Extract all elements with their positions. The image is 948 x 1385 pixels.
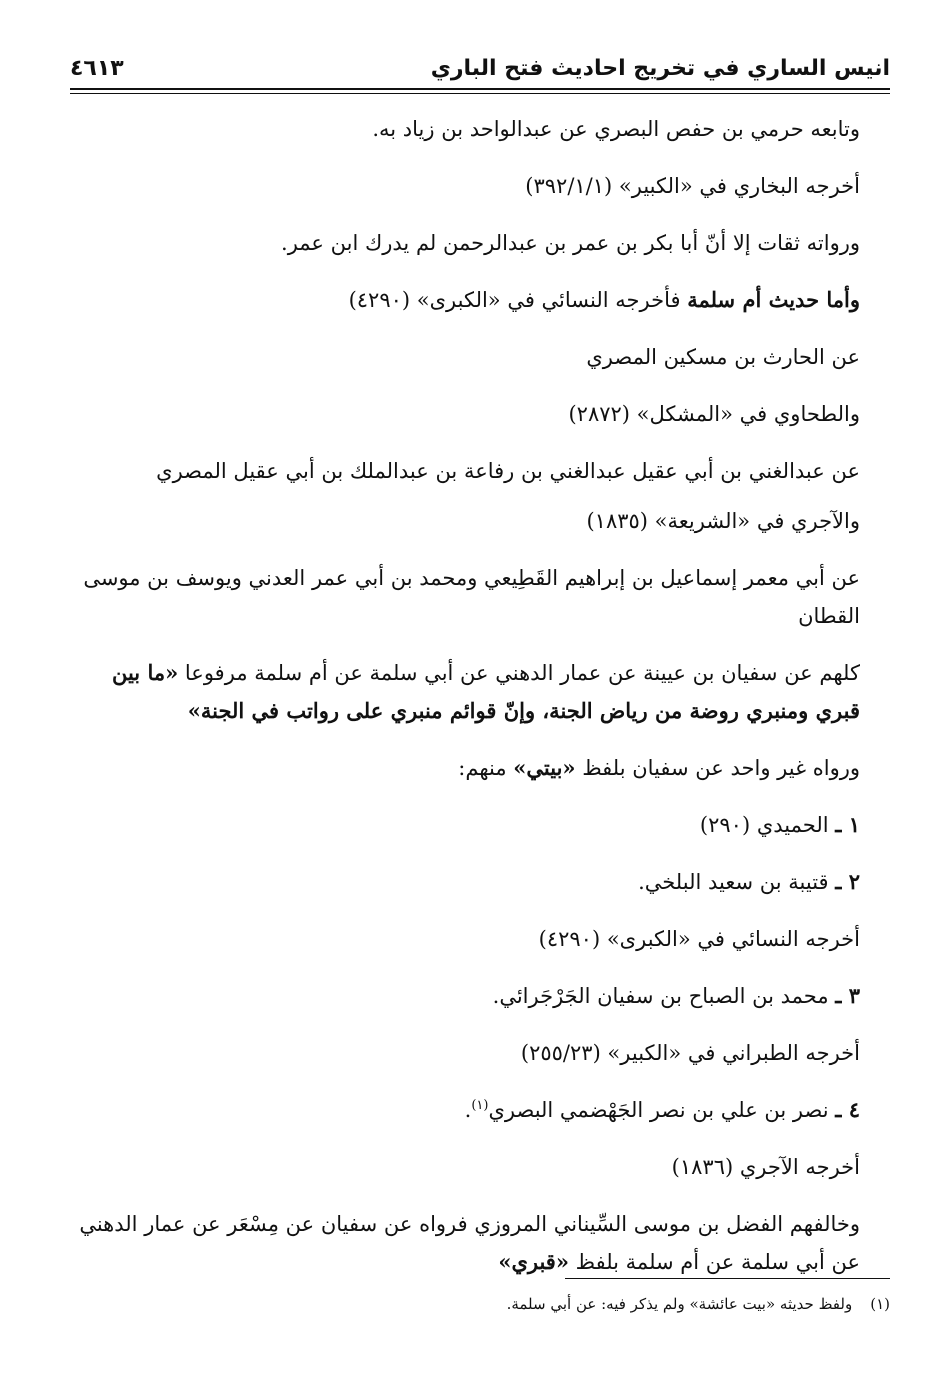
- list-item-1-number: ١ ـ: [835, 812, 860, 837]
- list-item-4-text: نصر بن علي بن نصر الجَهْضمي البصري: [488, 1098, 836, 1122]
- paragraph-14: أخرجه النسائي في «الكبرى» (٤٢٩٠): [538, 927, 860, 951]
- header-rule-thick: [70, 88, 890, 90]
- list-item-1-text: الحميدي (٢٩٠): [699, 813, 836, 837]
- paragraph-19: [72, 1205, 890, 1281]
- footnote-number: (١): [870, 1295, 890, 1313]
- list-item-4-number: ٤ ـ: [835, 1097, 860, 1122]
- header-rule-thin: [70, 93, 890, 94]
- footnote-text: ولفظ حديثه «بيت عائشة» ولم يذكر فيه: عن أبي سلمة.: [506, 1295, 853, 1313]
- paragraph-19-bold: «قبري»: [498, 1249, 569, 1274]
- list-item-2: [72, 863, 890, 901]
- paragraph-11-start: ورواه غير واحد عن سفيان بلفظ: [575, 756, 860, 780]
- paragraph-11-bold: «بيتي»: [513, 755, 576, 780]
- paragraph-10-bold: «ما بين قبري ومنبري روضة من رياض الجنة، وإنّ قوائم منبري على رواتب في الجنة»: [111, 660, 860, 723]
- page-number: ٤٦١٣: [70, 56, 124, 81]
- paragraph-2: أخرجه البخاري في «الكبير» (٣٩٢/١/١): [525, 174, 860, 198]
- paragraph-18: أخرجه الآجري (١٨٣٦): [671, 1155, 860, 1179]
- main-text: [72, 110, 890, 1300]
- paragraph-11-end: منهم:: [458, 756, 514, 780]
- list-item-2-number: ٢ ـ: [835, 869, 860, 894]
- paragraph-10-text: كلهم عن سفيان بن عيينة عن عمار الدهني عن أبي سلمة عن أم سلمة مرفوعا: [178, 661, 860, 685]
- paragraph-4: [72, 281, 890, 319]
- list-item-4-end: .: [464, 1098, 472, 1122]
- paragraph-4-bold: وأما حديث أم سلمة: [687, 287, 860, 312]
- list-item-3-text: محمد بن الصباح بن سفيان الجَرْجَرائي.: [492, 984, 836, 1008]
- paragraph-1: وتابعه حرمي بن حفص البصري عن عبدالواحد بن زياد به.: [372, 117, 860, 141]
- list-item-2-text: قتيبة بن سعيد البلخي.: [638, 870, 836, 894]
- paragraph-6: والطحاوي في «المشكل» (٢٨٧٢): [568, 402, 860, 426]
- running-header: [70, 50, 890, 92]
- footnote-separator: [565, 1278, 890, 1279]
- list-item-3-number: ٣ ـ: [835, 983, 860, 1008]
- paragraph-4-text: فأخرجه النسائي في «الكبرى» (٤٢٩٠): [348, 288, 688, 312]
- paragraph-19-text: وخالفهم الفضل بن موسى السِّيناني المروزي فرواه عن سفيان عن مِسْعَر عن عمار الدهني عن أبي سلمة عن أم سلمة بلفظ: [79, 1212, 860, 1274]
- footnote: [72, 1290, 890, 1318]
- paragraph-8: والآجري في «الشريعة» (١٨٣٥): [586, 509, 860, 533]
- paragraph-10: [72, 654, 890, 730]
- book-title: انيس الساري في تخريج احاديث فتح الباري: [430, 56, 890, 81]
- footnote-marker: (١): [471, 1098, 489, 1113]
- paragraph-9: عن أبي معمر إسماعيل بن إبراهيم القَطِيعي ومحمد بن أبي عمر العدني ويوسف بن موسى القطان: [83, 566, 860, 628]
- paragraph-11: [72, 749, 890, 787]
- list-item-1: [72, 806, 890, 844]
- paragraph-3: ورواته ثقات إلا أنّ أبا بكر بن عمر بن عبدالرحمن لم يدرك ابن عمر.: [281, 231, 860, 255]
- list-item-3: [72, 977, 890, 1015]
- list-item-4: [72, 1091, 890, 1129]
- paragraph-5: عن الحارث بن مسكين المصري: [586, 345, 860, 369]
- paragraph-16: أخرجه الطبراني في «الكبير» (٢٥٥/٢٣): [520, 1041, 860, 1065]
- paragraph-7: عن عبدالغني بن أبي عقيل عبدالغني بن رفاعة بن عبدالملك بن أبي عقيل المصري: [156, 459, 860, 483]
